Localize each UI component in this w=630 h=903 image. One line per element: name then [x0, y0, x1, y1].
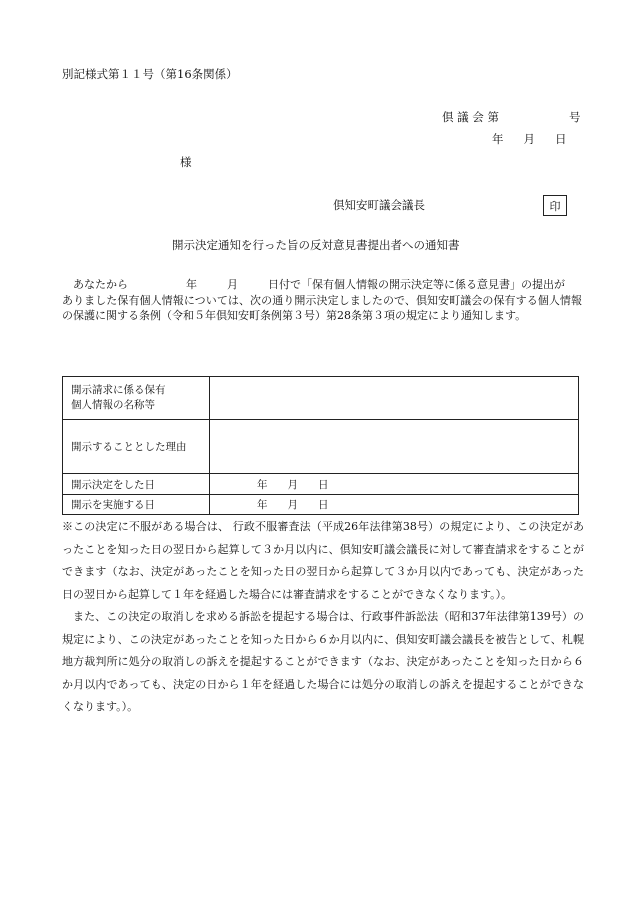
table-value-info-name — [210, 377, 579, 420]
table-row — [63, 495, 579, 515]
form-number: 別記様式第１１号（第16条関係） — [62, 67, 238, 81]
issue-date-day: 日 — [555, 132, 567, 146]
document-number-line — [442, 109, 580, 125]
table-row — [63, 377, 579, 420]
table-row — [63, 474, 579, 495]
table-label-info-name-line1: 開示請求に係る保有 — [71, 384, 166, 396]
table-row — [63, 420, 579, 474]
issue-date-year: 年 — [492, 132, 504, 146]
table-value-implementation-date — [210, 495, 579, 515]
intro-first-line-rest: 日付で「保有個人情報の開示決定等に係る意見書」の提出が — [268, 278, 565, 291]
issue-date-line — [492, 131, 567, 147]
intro-paragraph — [62, 277, 582, 324]
table-label-info-name — [63, 377, 210, 420]
intro-first-line — [62, 277, 582, 293]
intro-year: 年 — [186, 278, 197, 291]
document-number-suffix: 号 — [568, 110, 581, 124]
note-review-request: ※この決定に不服がある場合は、 行政不服審査法（平成26年法律第38号）の規定により、この決定があったことを知った日の翌日から起算して３か月以内に、倶知安町議会議長に対して審査請求をすることができます（なお、決定があったことを知った日の翌日から起算して３か月以内であっても、決定があった日の翌日から起算して１年を経過した場合には審査請求をすることができなくなります。）。 — [62, 520, 584, 601]
table-label-reason: 開示することとした理由 — [63, 420, 210, 474]
table-label-decision-date: 開示決定をした日 — [63, 474, 210, 495]
implementation-date-year: 年 — [257, 499, 268, 511]
document-number-prefix: 倶 議 会 第 — [442, 110, 499, 124]
implementation-date-day: 日 — [318, 499, 329, 511]
document-title: 開示決定通知を行った旨の反対意見書提出者への通知書 — [172, 238, 460, 252]
recipient-honorific: 様 — [180, 155, 192, 169]
table-value-decision-date — [210, 474, 579, 495]
issue-date-month: 月 — [523, 132, 535, 146]
table-label-implementation-date: 開示を実施する日 — [63, 495, 210, 515]
decision-date-year: 年 — [257, 478, 268, 491]
table-value-reason — [210, 420, 579, 474]
seal-stamp-box — [543, 195, 567, 216]
table-label-info-name-line2: 個人情報の名称等 — [71, 399, 155, 411]
decision-date-day: 日 — [318, 478, 329, 491]
implementation-date-month: 月 — [287, 499, 298, 511]
sender-name: 倶知安町議会議長 — [333, 198, 425, 212]
notes-section — [62, 516, 584, 719]
note-lawsuit: また、この決定の取消しを求める訴訟を提起する場合は、行政事件訴訟法（昭和37年法律第139号）の規定により、この決定があったことを知った日から６か月以内に、倶知安町議会議長を被告として、札幌地方裁判所に処分の取消しの訴えを提起することができます（なお、決定があったことを知った日から６か月以内であっても、決定の日から１年を経過した場合には処分の取消しの訴えを提起することができなくなります。）。 — [62, 610, 584, 713]
disclosure-info-table — [62, 376, 579, 515]
intro-body: ありました保有個人情報については、次の通り開示決定しましたので、倶知安町議会の保有する個人情報の保護に関する条例（令和５年倶知安町条例第３号）第28条第３項の規定により通知します。 — [62, 293, 582, 322]
intro-prefix: あなたから — [73, 278, 128, 291]
intro-month: 月 — [227, 278, 238, 291]
seal-label: 印 — [549, 199, 561, 213]
decision-date-month: 月 — [287, 478, 298, 491]
